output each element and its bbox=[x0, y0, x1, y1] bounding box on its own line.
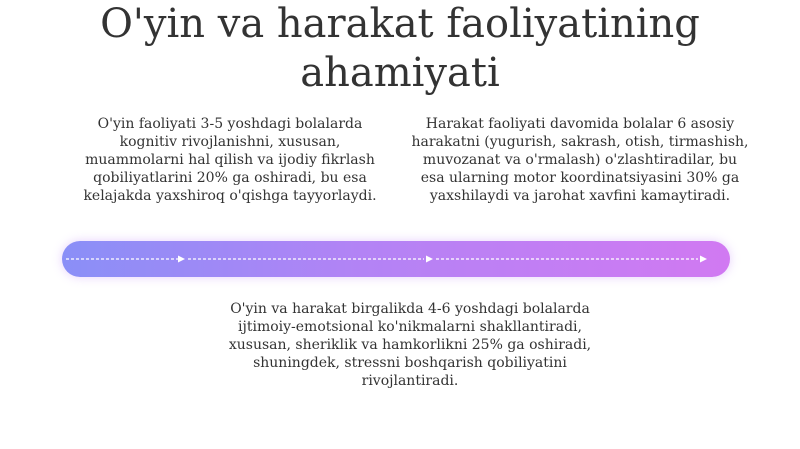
arrow-head-icon bbox=[700, 256, 707, 263]
arrow-head-icon bbox=[178, 256, 185, 263]
timeline-arrows bbox=[62, 241, 730, 277]
text-block-combined: O'yin va harakat birgalikda 4-6 yoshdagi bolalarda ijtimoiy-emotsional ko'nikmalarni shakllantiradi, xususan, sheriklik va hamkorlikni 25% ga oshiradi, shuningdek, stressni boshqarish qobiliyatini rivojlantiradi. bbox=[228, 301, 592, 389]
text-block-play: O'yin faoliyati 3-5 yoshdagi bolalarda kognitiv rivojlanishni, xususan, muammolarni hal qilish va ijodiy fikrlash qobiliyatlarini 20% ga oshiradi, bu esa kelajakda yaxshiroq o'qishga tayyorlaydi. bbox=[83, 116, 377, 204]
arrow-head-icon bbox=[426, 256, 433, 263]
text-block-movement: Harakat faoliyati davomida bolalar 6 asosiy harakatni (yugurish, sakrash, otish, tirmashish, muvozanat va o'rmalash) o'zlashtiradilar, bu esa ularning motor koordinatsiyasini 30% ga yaxshilaydi va jarohat xavfini kamaytiradi. bbox=[411, 116, 749, 204]
page-title: O'yin va harakat faoliyatining ahamiyati bbox=[100, 1, 700, 96]
timeline-bar bbox=[62, 241, 730, 277]
